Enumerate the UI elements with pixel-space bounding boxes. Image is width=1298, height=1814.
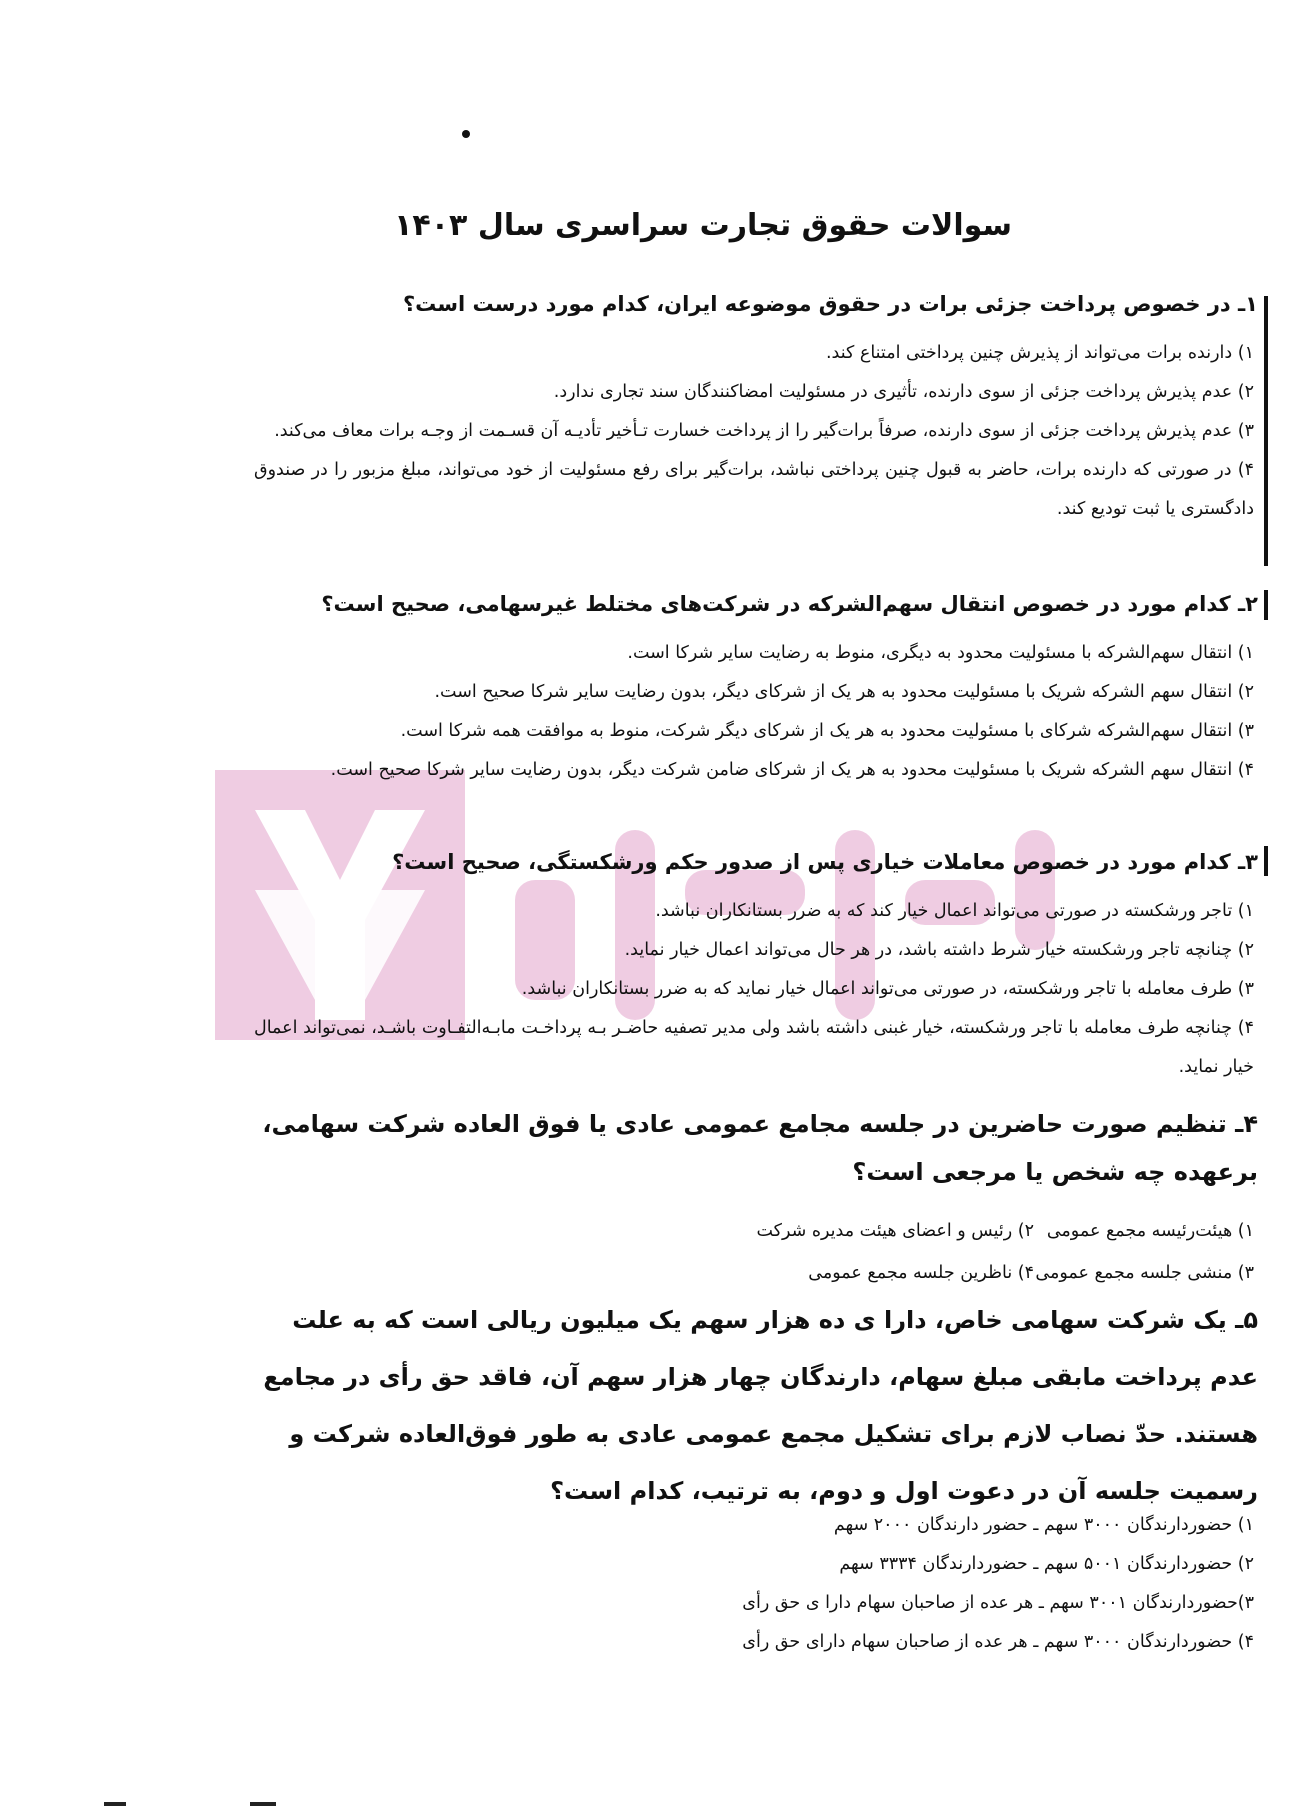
question-2-options xyxy=(254,634,1254,790)
question-3-option-1: ۱) تاجر ورشکسته در صورتی می‌تواند اعمال خیار کند که به ضرر بستانکاران نباشد. xyxy=(655,901,1254,921)
question-5-option-3: ۳)حضوردارندگان ۳۰۰۱ سهم ـ هر عده از صاحبان سهام دارا ی حق رأی xyxy=(742,1593,1254,1613)
question-5-option-4: ۴) حضوردارندگان ۳۰۰۰ سهم ـ هر عده از صاحبان سهام دارای حق رأی xyxy=(742,1632,1254,1652)
question-3-option-2: ۲) چنانچه تاجر ورشکسته خیار شرط داشته باشد، در هر حال می‌تواند اعمال خیار نماید. xyxy=(624,940,1254,960)
question-2-option-4: ۴) انتقال سهم الشرکه شریک با مسئولیت محدود به هر یک از شرکای ضامن شرکت دیگر، بدون رضایت سایر شرکا صحیح است. xyxy=(330,760,1254,780)
question-3-options xyxy=(254,892,1254,1087)
question-4-option-3: ۳) منشی جلسه مجمع عمومی xyxy=(1035,1263,1254,1283)
question-4-option-4: ۴) ناظرین جلسه مجمع عمومی xyxy=(808,1263,1034,1283)
question-2: ۲ـ کدام مورد در خصوص انتقال سهم‌الشرکه در شرکت‌های مختلط غیرسهامی، صحیح است؟ xyxy=(321,592,1258,616)
question-5-option-1: ۱) حضوردارندگان ۳۰۰۰ سهم ـ حضور دارندگان ۲۰۰۰ سهم xyxy=(833,1515,1254,1535)
question-5-option-2: ۲) حضوردارندگان ۵۰۰۱ سهم ـ حضوردارندگان ۳۳۳۴ سهم xyxy=(839,1554,1254,1574)
question-3-option-3: ۳) طرف معامله با تاجر ورشکسته، در صورتی می‌تواند اعمال خیار نماید که به ضرر بستانکاران نباشد. xyxy=(521,979,1254,999)
question-2-option-2: ۲) انتقال سهم الشرکه شریک با مسئولیت محدود به هر یک از شرکای دیگر، بدون رضایت سایر شرکا صحیح است. xyxy=(434,682,1254,702)
question-1: ۱ـ در خصوص پرداخت جزئی برات در حقوق موضوعه ایران، کدام مورد درست است؟ xyxy=(402,292,1258,316)
scan-artifact-mark xyxy=(250,1802,276,1806)
question-1-option-3: ۳) عدم پذیرش پرداخت جزئی از سوی دارنده، صرفاً برات‌گیر را از پرداخت خسارت تـأخیر تأدیـه آن قسـمت از وجـه برات معاف می‌کند. xyxy=(274,421,1254,441)
stray-dot xyxy=(462,130,470,138)
question-4-option-1: ۱) هیئت‌رئیسه مجمع عمومی xyxy=(1046,1221,1254,1241)
question-5: ۵ـ یک شرکت سهامی خاص، دارا ی ده هزار سهم یک میلیون ریالی است که به علت عدم پرداخت مابقی مبلغ سهام، دارندگان چهار هزار سهم آن، فاقد حق رأی در مجامع هستند. حدّ نصاب لازم برای تشکیل مجمع عمومی عادی به طور فوق‌العاده شرکت و رسمیت جلسه آن در دعوت اول و دوم، به ترتیب، کدام است؟ xyxy=(263,1306,1258,1505)
scan-artifact-mark xyxy=(104,1802,126,1806)
question-2-option-1: ۱) انتقال سهم‌الشرکه با مسئولیت محدود به دیگری، منوط به رضایت سایر شرکا است. xyxy=(627,643,1254,663)
question-2-option-3: ۳) انتقال سهم‌الشرکه شرکای با مسئولیت محدود به هر یک از شرکای دیگر شرکت، منوط به موافقت همه شرکا است. xyxy=(400,721,1254,741)
question-4-option-2: ۲) رئیس و اعضای هیئت مدیره شرکت xyxy=(756,1221,1034,1241)
question-1-options xyxy=(254,334,1254,529)
question-1-option-1: ۱) دارنده برات می‌تواند از پذیرش چنین پرداختی امتناع کند. xyxy=(825,343,1254,363)
question-marker-bar xyxy=(1264,296,1268,566)
question-1-option-2: ۲) عدم پذیرش پرداخت جزئی از سوی دارنده، تأثیری در مسئولیت امضاکنندگان سند تجاری ندارد. xyxy=(553,382,1254,402)
page-title: سوالات حقوق تجارت سراسری سال ۱۴۰۳ xyxy=(394,208,1012,243)
question-1-option-4: ۴) در صورتی که دارنده برات، حاضر به قبول چنین پرداختی نباشد، برات‌گیر برای رفع مسئولیت از خود می‌تواند، مبلغ مزبور را در صندوق دادگستری یا ثبت تودیع کند. xyxy=(254,460,1254,519)
question-5-options xyxy=(254,1506,1254,1662)
question-3-option-4: ۴) چنانچه طرف معامله با تاجر ورشکسته، خیار غبنی داشته باشد ولی مدیر تصفیه حاضـر بـه پرداخـت مابـه‌التفـاوت باشـد، نمی‌تواند اعمال خیار نماید. xyxy=(254,1018,1254,1077)
question-4-options xyxy=(474,1212,1254,1292)
question-4: ۴ـ تنظیم صورت حاضرین در جلسه مجامع عمومی عادی یا فوق العاده شرکت سهامی، برعهده چه شخص یا مرجعی است؟ xyxy=(262,1110,1258,1186)
question-3: ۳ـ کدام مورد در خصوص معاملات خیاری پس از صدور حکم ورشکستگی، صحیح است؟ xyxy=(392,850,1258,874)
question-marker-bar xyxy=(1264,846,1268,876)
question-marker-bar xyxy=(1264,590,1268,620)
